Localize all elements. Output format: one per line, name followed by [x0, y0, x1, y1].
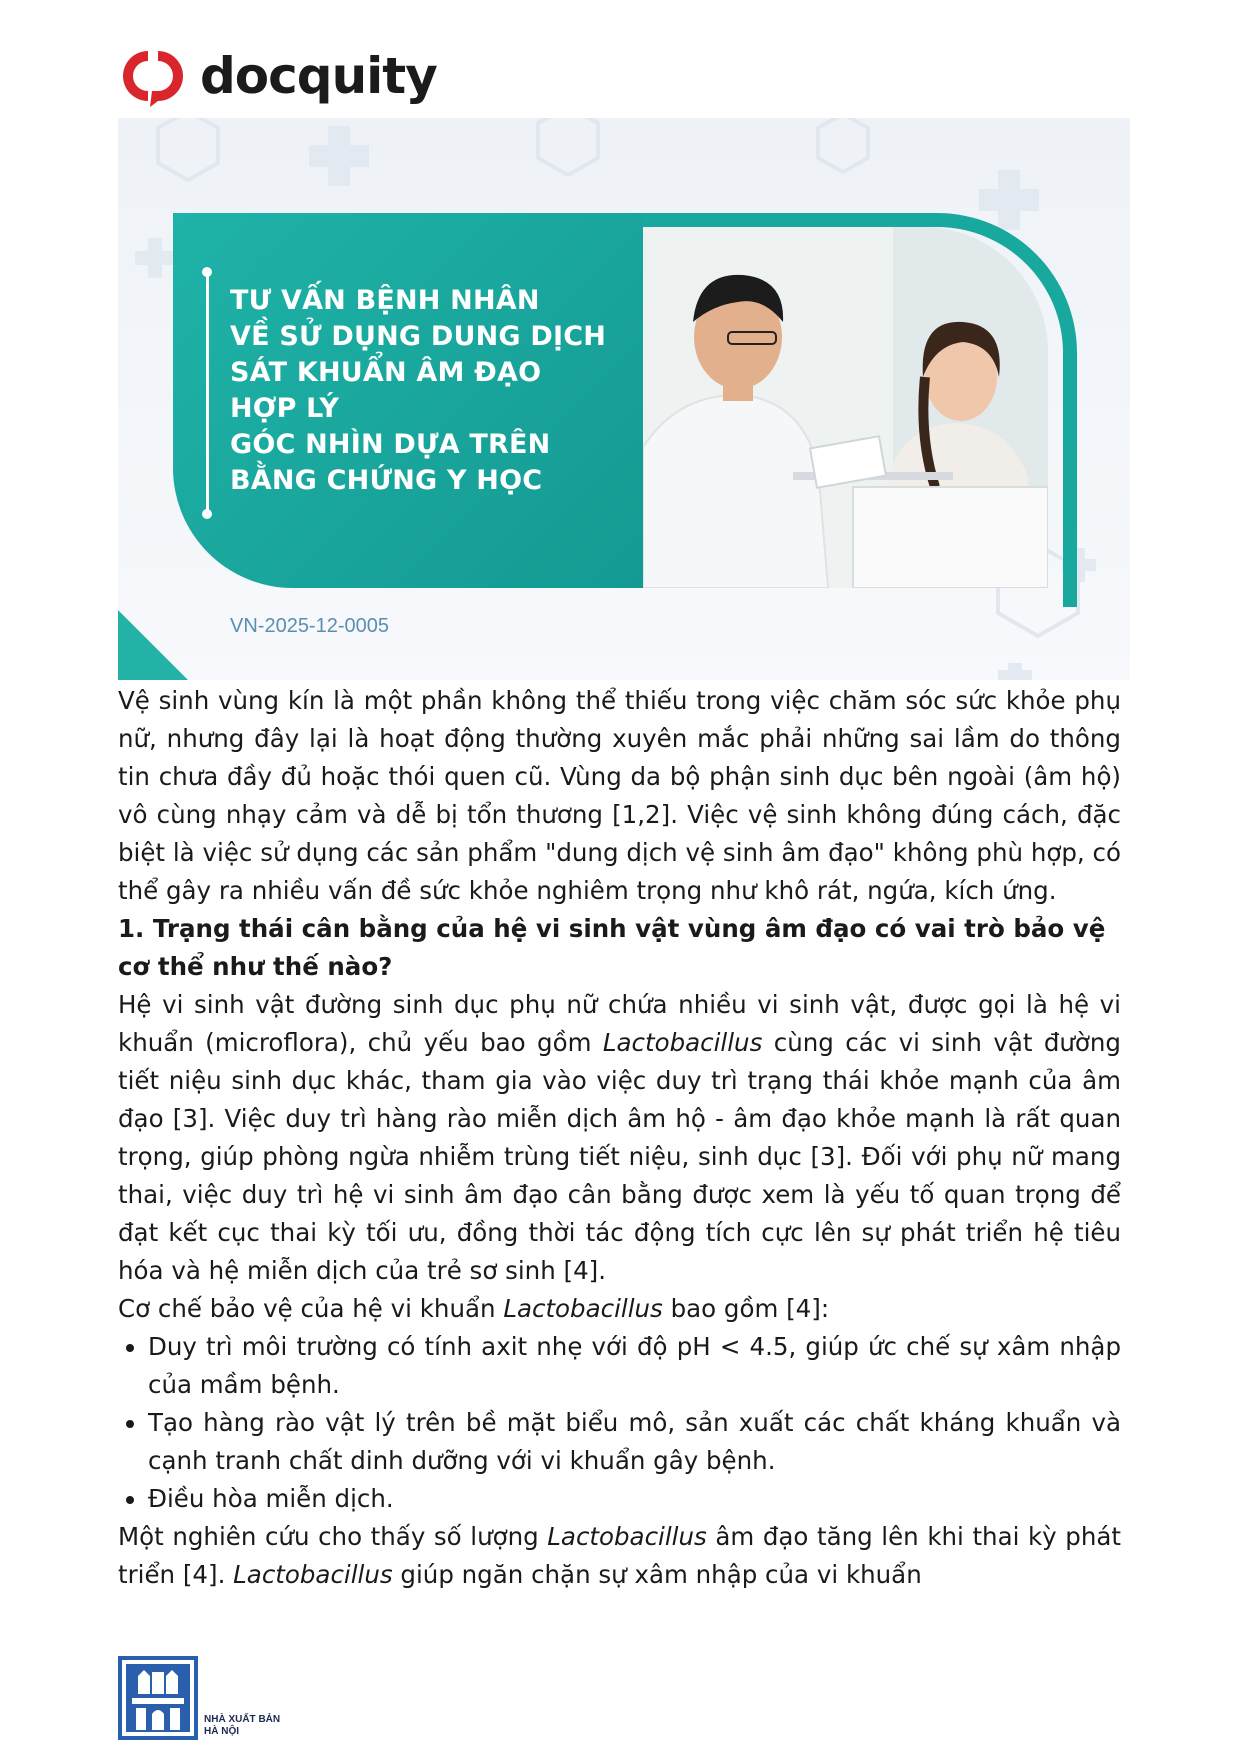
list-item: • Duy trì môi trường có tính axit nhẹ với độ pH < 4.5, giúp ức chế sự xâm nhập của mầm bệnh.: [148, 1328, 1121, 1404]
banner-title-line: SÁT KHUẨN ÂM ĐẠO: [230, 357, 542, 388]
banner-title-line: GÓC NHÌN DỰA TRÊN: [230, 429, 551, 460]
banner-title-line: BẰNG CHỨNG Y HỌC: [230, 465, 543, 496]
text-run: bao gồm [4]:: [662, 1294, 830, 1323]
italic-term: Lactobacillus: [547, 1522, 707, 1551]
hero-banner: [118, 118, 1130, 680]
publisher-line: NHÀ XUẤT BẢN: [204, 1714, 281, 1725]
text-run: Cơ chế bảo vệ của hệ vi khuẩn: [118, 1294, 504, 1323]
italic-term: Lactobacillus: [602, 1028, 763, 1057]
section-heading-1: 1. Trạng thái cân bằng của hệ vi sinh vật vùng âm đạo có vai trò bảo vệ cơ thể như thế nào?: [118, 914, 1106, 981]
italic-term: Lactobacillus: [503, 1294, 663, 1323]
text-run: Hệ vi sinh vật đường sinh dục phụ nữ chứa nhiều vi sinh vật, được gọi là hệ vi khuẩn (microflora), chủ yếu bao gồm: [118, 990, 1121, 1057]
intro-paragraph: Vệ sinh vùng kín là một phần không thể thiếu trong việc chăm sóc sức khỏe phụ nữ, nhưng đây lại là hoạt động thường xuyên mắc phải những sai lầm do thông tin chưa đầy đủ hoặc thói quen cũ. Vùng da bộ phận sinh dục bên ngoài (âm hộ) vô cùng nhạy cảm và dễ bị tổn thương [1,2]. Việc vệ sinh không đúng cách, đặc biệt là việc sử dụng các sản phẩm "dung dịch vệ sinh âm đạo" không phù hợp, có thể gây ra nhiều vấn đề sức khỏe nghiêm trọng như khô rát, ngứa, kích ứng.: [118, 686, 1121, 905]
publisher-line: HÀ NỘI: [204, 1726, 239, 1737]
text-run: cùng các vi sinh vật đường tiết niệu sinh dục khác, tham gia vào việc duy trì trạng thái khỏe mạnh của âm đạo [3]. Việc duy trì hàng rào miễn dịch âm hộ - âm đạo khỏe mạnh là rất quan trọng, giúp phòng ngừa nhiễm trùng tiết niệu, sinh dục [3]. Đối với phụ nữ mang thai, việc duy trì hệ vi sinh âm đạo cân bằng được xem là yếu tố quan trọng để đạt kết cục thai kỳ tối ưu, đồng thời tác động tích cực lên sự phát triển hệ tiêu hóa và hệ miễn dịch của trẻ sơ sinh [4].: [118, 1028, 1121, 1285]
title-accent-line: [206, 273, 209, 513]
text-run: Một nghiên cứu cho thấy số lượng: [118, 1522, 548, 1551]
doctor-patient-photo: [643, 227, 1048, 588]
mechanism-list: [118, 1328, 1121, 1518]
consultation-illustration: [643, 227, 1048, 588]
banner-title-line: VỀ SỬ DỤNG DUNG DỊCH: [230, 321, 607, 352]
text-run: giúp ngăn chặn sự xâm nhập của vi khuẩn: [392, 1560, 922, 1589]
study-paragraph: [118, 1518, 1121, 1594]
publisher-logo: [118, 1656, 280, 1740]
publisher-name: [204, 1714, 280, 1740]
article-body: [118, 682, 1121, 1594]
microflora-paragraph: [118, 986, 1121, 1290]
corner-accent: [118, 610, 188, 680]
banner-title-line: HỢP LÝ: [230, 393, 340, 424]
mechanism-intro: [118, 1290, 1121, 1328]
text-run: âm đạo tăng lên khi thai kỳ phát triển [4].: [118, 1522, 1121, 1589]
logo-wordmark: docquity: [200, 47, 437, 105]
banner-title: [230, 283, 650, 499]
docquity-speech-bubble-icon: [118, 45, 192, 107]
document-code: VN-2025-12-0005: [230, 615, 389, 637]
hanoi-publisher-building-icon: [118, 1656, 198, 1740]
italic-term: Lactobacillus: [233, 1560, 393, 1589]
list-item: • Tạo hàng rào vật lý trên bề mặt biểu mô, sản xuất các chất kháng khuẩn và cạnh tranh chất dinh dưỡng với vi khuẩn gây bệnh.: [148, 1404, 1121, 1480]
docquity-logo: [118, 45, 437, 107]
banner-title-line: TƯ VẤN BỆNH NHÂN: [230, 285, 540, 316]
list-item: • Điều hòa miễn dịch.: [148, 1480, 1121, 1518]
